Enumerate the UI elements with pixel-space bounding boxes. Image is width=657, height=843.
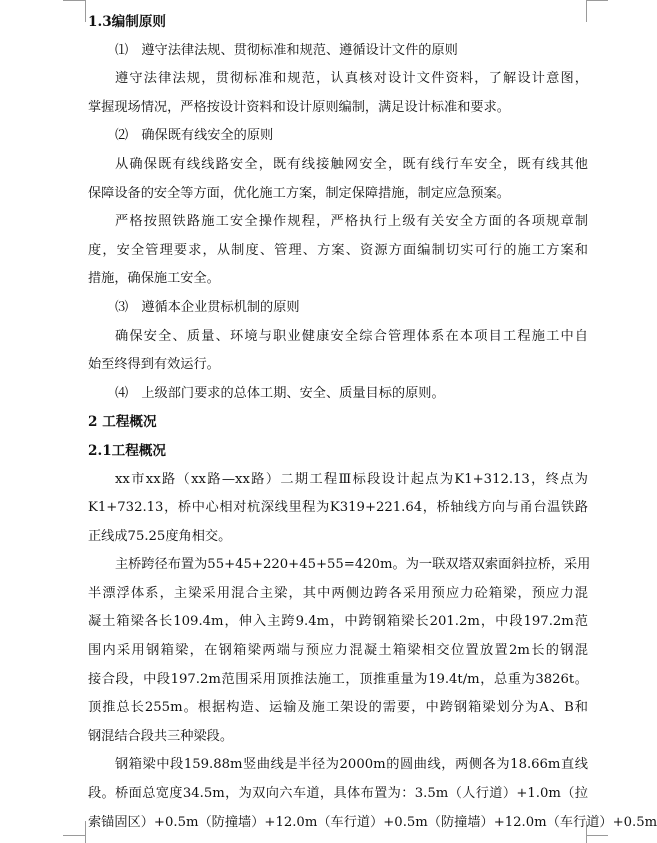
section-heading: 1.3编制原则 [88, 14, 167, 30]
text-line: 严格按照铁路施工安全操作规程，严格执行上级有关安全方面的各项规章制 [115, 214, 588, 230]
text-line: 正线成75.25度角相交。 [88, 528, 232, 544]
text-line: 遵守法律法规，贯彻标准和规范，认真核对设计文件资料，了解设计意图， [115, 71, 588, 87]
text-line: 钢箱梁中段159.88m竖曲线是半径为2000m的圆曲线，两侧各为18.66m直线 [115, 757, 588, 773]
text-line: 度，安全管理要求，从制度、管理、方案、资源方面编制切实可行的施工方案和 [88, 242, 588, 258]
text-line: 措施，确保施工安全。 [88, 271, 220, 287]
text-line: ⑴ 遵守法律法规、贯彻标准和规范、遵循设计文件的原则 [115, 42, 458, 58]
text-line: 钢混结合段共三种梁段。 [88, 728, 234, 744]
crop-mark-top-right-h [586, 0, 608, 1]
text-line: 保障设备的安全等方面，优化施工方案，制定保障措施，制定应急预案。 [88, 185, 510, 201]
crop-mark-bottom-right-h [586, 835, 608, 836]
text-line: 掌握现场情况，严格按设计资料和设计原则编制，满足设计标准和要求。 [88, 99, 510, 115]
text-line: 凝土箱梁各长109.4m，伸入主跨9.4m，中跨钢箱梁长201.2m，中段197.2m范 [88, 614, 588, 630]
text-line: 顶推总长255m。根据构造、运输及施工架设的需要，中跨钢箱梁划分为A、B和 [88, 700, 588, 716]
crop-mark-top-left-h [63, 0, 85, 1]
text-line: 段。桥面总宽度34.5m，为双向六车道，具体布置为：3.5m（人行道）+1.0m（拉 [88, 786, 588, 802]
document-body [88, 8, 657, 837]
text-line: 从确保既有线线路安全，既有线接触网安全，既有线行车安全，既有线其他 [115, 156, 588, 172]
text-line: 接合段，中段197.2m范围采用顶推法施工，顶推重量为19.4t/m，总重为3826t。 [88, 671, 588, 687]
section-heading: 2 工程概况 [88, 414, 157, 431]
text-line: ⑵ 确保既有线安全的原则 [115, 128, 274, 144]
crop-mark-bottom-left-h [63, 835, 85, 836]
crop-mark-top-left-v [85, 0, 86, 22]
text-line: xx市xx路（xx路—xx路）二期工程Ⅲ标段设计起点为K1+312.13，终点为 [115, 471, 588, 487]
text-line: K1+732.13，桥中心相对杭深线里程为K319+221.64，桥轴线方向与甬台温铁路 [88, 500, 588, 516]
text-line: 围内采用钢箱梁，在钢箱梁两端与预应力混凝土箱梁相交位置放置2m长的钢混 [88, 643, 588, 659]
text-line: 确保安全、质量、环境与职业健康安全综合管理体系在本项目工程施工中自 [115, 328, 588, 344]
text-line: 索锚固区）+0.5m（防撞墙）+12.0m（车行道）+0.5m（防撞墙）+12.0m（车行道）+0.5m [88, 814, 657, 830]
text-line: 始至终得到有效运行。 [88, 357, 220, 373]
crop-mark-bottom-left-v [85, 821, 86, 843]
text-line: ⑶ 遵循本企业贯标机制的原则 [115, 299, 300, 315]
text-line: 主桥跨径布置为55+45+220+45+55=420m。为一联双塔双索面斜拉桥，采用 [115, 557, 591, 573]
text-line: 半漂浮体系，主梁采用混合主梁，其中两侧边跨各采用预应力砼箱梁，预应力混 [88, 585, 588, 601]
text-line: ⑷ 上级部门要求的总体工期、安全、质量目标的原则。 [115, 385, 445, 401]
section-heading: 2.1工程概况 [88, 442, 167, 459]
